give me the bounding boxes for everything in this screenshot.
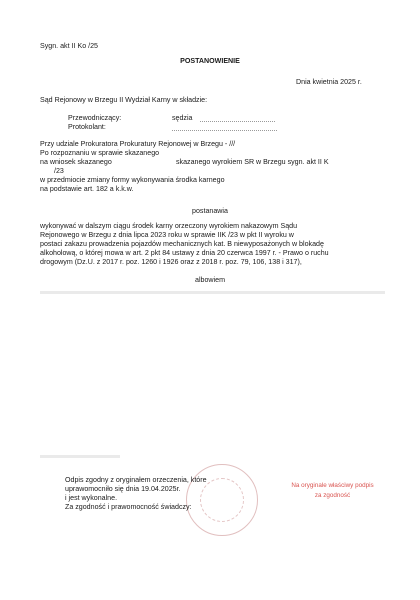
chair-label: Przewodniczący:: [68, 114, 122, 122]
decision-text-4: alkoholową, o której mowa w art. 2 pkt 84 ustawy z dnia 20 czerwca 1997 r. - Prawo o ruchu: [40, 249, 329, 257]
copy-certification-2: uprawomocniło się dnia 19.04.2025r.: [65, 485, 181, 493]
copy-certification-1: Odpis zgodny z oryginałem orzeczenia, które: [65, 476, 207, 484]
justification-heading: albowiem: [195, 276, 225, 284]
decision-text-2: Rejonowego w Brzegu z dnia lipca 2023 roku w sprawie IIK /23 w pkt II wyroku w: [40, 231, 294, 239]
subject-line: w przedmiocie zmiany formy wykonywania środka karnego: [40, 176, 225, 184]
redacted-chair-name: [200, 121, 275, 122]
case-number-line: /23: [54, 167, 64, 175]
court-composition: Sąd Rejonowy w Brzegu II Wydział Karny w składzie:: [40, 96, 208, 104]
obscured-text-band: [40, 291, 385, 294]
decision-heading: postanawia: [192, 207, 228, 215]
signature-on-original-stamp: Na oryginale właściwy podpis: [291, 482, 374, 489]
document-date: Dnia kwietnia 2025 r.: [296, 78, 362, 86]
motion-line: na wniosek skazanego: [40, 158, 112, 166]
sentence-line: skazanego wyrokiem SR w Brzegu sygn. akt II K: [176, 158, 329, 166]
redacted-clerk-name: [172, 130, 277, 131]
case-line: Po rozpoznaniu w sprawie skazanego: [40, 149, 160, 157]
decision-text-1: wykonywać w dalszym ciągu środek karny orzeczony wyrokiem nakazowym Sądu: [40, 222, 298, 230]
decision-text-3: postaci zakazu prowadzenia pojazdów mechanicznych kat. B niewyposażonych w blokadę: [40, 240, 324, 248]
copy-certification-4: Za zgodność i prawomocność świadczy:: [65, 503, 192, 511]
court-seal-inner-ring: [200, 478, 244, 522]
document-title: POSTANOWIENIE: [180, 57, 240, 65]
copy-certification-3: i jest wykonalne.: [65, 494, 118, 502]
case-signature: Sygn. akt II Ko /25: [40, 42, 98, 50]
clerk-label: Protokolant:: [68, 123, 106, 131]
chair-value: sędzia: [172, 114, 193, 122]
decision-text-5: drogowym (Dz.U. z 2017 r. poz. 1260 i 1926 oraz z 2018 r. poz. 79, 106, 138 i 317),: [40, 258, 302, 266]
obscured-text-fragment: [40, 455, 120, 458]
signature-conformity-stamp: za zgodność: [314, 492, 351, 499]
legal-basis-line: na podstawie art. 182 a k.k.w.: [40, 185, 134, 193]
prosecutor-line: Przy udziale Prokuratora Prokuratury Rejonowej w Brzegu - ///: [40, 140, 236, 148]
